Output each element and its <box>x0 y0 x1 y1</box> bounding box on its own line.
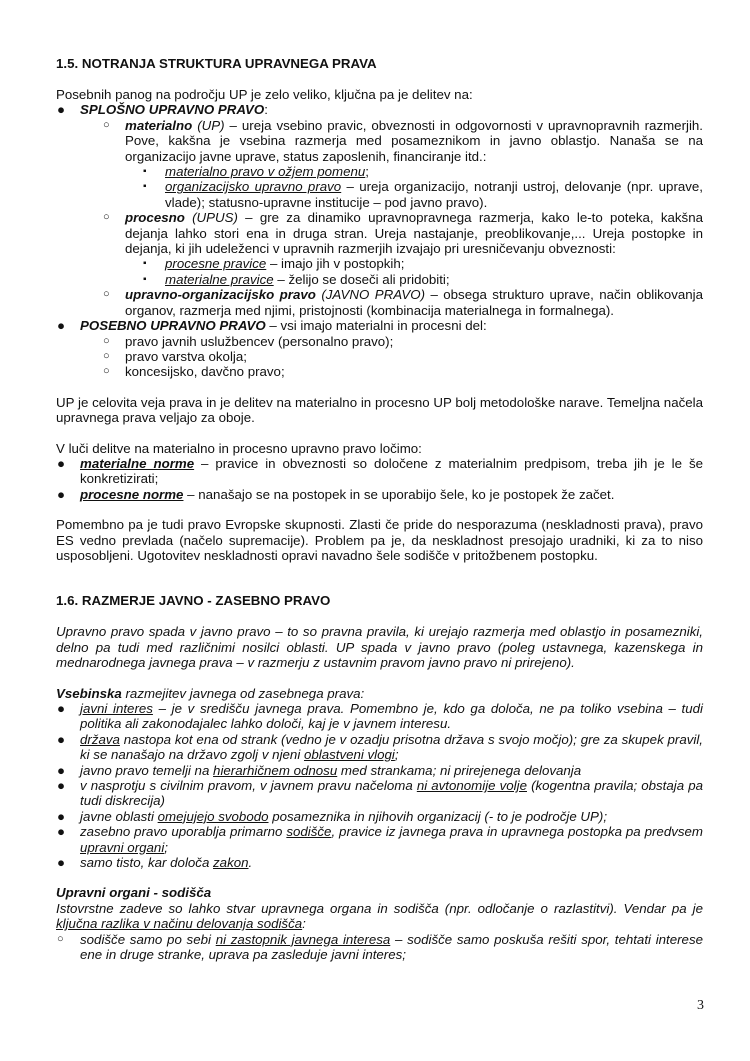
disc-bullet-icon: ● <box>57 318 66 334</box>
list-item: ● procesne norme – nanašajo se na postopek in se uporabijo šele, ko je postopek že začet. <box>57 486 615 502</box>
underlined-term: oblastveni vlogi <box>303 747 395 763</box>
vsebinska-list <box>56 701 703 870</box>
organi-list <box>56 932 703 963</box>
underlined-term: ni zastopnik javnega interesa <box>215 931 391 947</box>
circle-bullet-icon: ○ <box>103 349 110 362</box>
text-run: samo tisto, kar določa <box>80 855 214 871</box>
text-run: posameznika in njihovih organizacij (- to je področje UP); <box>268 808 608 824</box>
text-run: . <box>248 855 253 871</box>
underlined-term: država <box>80 731 120 747</box>
disc-bullet-icon: ● <box>57 701 66 716</box>
list-item <box>56 932 703 963</box>
text-run: sodišče samo po sebi <box>80 931 216 947</box>
list-item <box>56 855 703 870</box>
intro-paragraph: Posebnih panog na področju UP je zelo veliko, ključna pa je delitev na: <box>56 87 473 102</box>
list-item <box>56 809 703 824</box>
section-heading-1-6: 1.6. RAZMERJE JAVNO - ZASEBNO PRAVO <box>56 593 331 609</box>
text-run: (kogentna pravila; obstaja pa tudi diskrecija) <box>80 778 703 809</box>
circle-bullet-icon: ○ <box>57 932 64 945</box>
text-run: – je v središču javnega prava. Pomembno je, kdo ga določa, ne pa toliko vsebina – tudi politika ali zakonodajalec lahko določi, kaj je v javnem interesu. <box>80 701 703 732</box>
organi-heading: Upravni organi - sodišča <box>56 885 212 901</box>
text-run: javno pravo temelji na <box>80 762 214 778</box>
page-number: 3 <box>697 998 704 1013</box>
paragraph-es: Pomembno pa je tudi pravo Evropske skupnosti. Zlasti če pride do nesporazuma (neskladnosti prava), pravo ES vedno prevlada (načelo supremacije). Problem pa je, da neskladnost presojajo uradniki, ki za to niso usposobljeni. Ugotovitev neskladnosti opravi navadno šele sodišče v pritožbenem postopku. <box>56 517 703 563</box>
norme-list <box>56 456 703 502</box>
list-item <box>56 763 703 778</box>
disc-bullet-icon: ● <box>57 102 66 118</box>
text-run: , pravice iz javnega prava in upravnega postopka pa predvsem <box>331 824 703 840</box>
disc-bullet-icon: ● <box>57 731 66 747</box>
square-bullet-icon: ▪ <box>143 166 147 178</box>
division-list <box>56 102 703 379</box>
list-item: ● materialne norme – pravice in obveznosti so določene z materialnim predpisom, treba jih je le še konkretizirati; <box>57 455 703 487</box>
list-item <box>56 732 703 763</box>
list-item: ▪ organizacijsko upravno pravo – ureja organizacijo, notranji ustroj, delovanje (npr. uprave, vlade); statusno-upravne institucije – pod javno pravo). <box>143 179 704 210</box>
paragraph-luci: V luči delitve na materialno in procesno upravno pravo ločimo: <box>56 440 422 456</box>
text-run: ; <box>164 839 168 855</box>
list-item: ▪ procesne pravice – imajo jih v postopkih; <box>143 256 405 272</box>
list-item <box>56 778 703 809</box>
list-item: ○ pravo javnih uslužbencev (personalno pravo); <box>103 333 394 349</box>
square-bullet-icon: ▪ <box>143 181 147 193</box>
circle-bullet-icon: ○ <box>103 365 110 378</box>
list-item-upravno-organizacijsko: ○ upravno-organizacijsko pravo (JAVNO PRAVO) – obsega strukturo uprave, način oblikovanja organov, razmerja med njimi, pristojnosti (kombinacija materialnega in formalnega). <box>103 287 703 318</box>
list-item-posebno: ● POSEBNO UPRAVNO PRAVO – vsi imajo materialni in procesni del: <box>57 318 487 334</box>
circle-bullet-icon: ○ <box>103 288 110 301</box>
list-item-splosno: ● SPLOŠNO UPRAVNO PRAVO: <box>57 102 268 118</box>
circle-bullet-icon: ○ <box>103 334 110 347</box>
organi-paragraph: Istovrstne zadeve so lahko stvar upravnega organa in sodišča (npr. odločanje o razlastitvi). Vendar pa je ključna razlika v načinu delovanja sodišča: <box>56 900 703 932</box>
circle-bullet-icon: ○ <box>103 118 110 131</box>
underlined-term: javni interes <box>80 701 153 716</box>
list-item: ▪ materialno pravo v ožjem pomenu; <box>143 164 369 180</box>
list-item: ○ pravo varstva okolja; <box>103 348 247 364</box>
list-item <box>56 701 703 732</box>
list-item-procesno: ○ procesno (UPUS) – gre za dinamiko upravnopravnega razmerja, kako le-to poteka, kakšna dejanja lahko stori ena in druga stran. Ureja nastajanje, preoblikovanje,... Ureja postopke in dejanja, ki jih udeleženci v upravnih razmerjih izvajajo pri uresničevanju obveznosti: <box>103 210 703 257</box>
underlined-term: ni avtonomije volje <box>416 778 527 794</box>
underlined-term: upravni organi <box>80 839 165 855</box>
list-item <box>56 824 703 855</box>
underlined-term: zakon <box>213 855 249 871</box>
square-bullet-icon: ▪ <box>143 258 147 270</box>
text-run: med strankama; ni prirejenega delovanja <box>337 762 582 778</box>
vsebinska-label: Vsebinska razmejitev javnega od zasebnega prava: <box>56 685 365 701</box>
disc-bullet-icon: ● <box>57 455 66 471</box>
square-bullet-icon: ▪ <box>143 273 147 285</box>
list-item-materialno: ○ materialno (UP) – ureja vsebino pravic, obveznosti in odgovornosti v upravnopravnih razmerjih. Pove, kakšna je vsebina razmerja med posameznikom in javno oblastjo. Nanaša se na organizacijo javne uprave, status zaposlenih, financiranje itd.: <box>103 117 703 164</box>
text-run: zasebno pravo uporablja primarno <box>80 824 287 840</box>
underlined-term: omejujejo svobodo <box>157 808 269 824</box>
text-run: ; <box>394 747 399 763</box>
underlined-term: sodišče <box>286 824 332 840</box>
disc-bullet-icon: ● <box>57 824 66 840</box>
paragraph-javno-pravo: Upravno pravo spada v javno pravo – to so pravna pravila, ki urejajo razmerja med oblastjo in posamezniki, delno pa tudi med različnimi nosilci oblasti. UP spada v javno pravo (poleg ustavnega, kazenskega in mednarodnega javnega prava – v razmerju z ustavnim pravom javno pravo ni prirejeno). <box>56 624 703 671</box>
list-item: ○ koncesijsko, davčno pravo; <box>103 364 285 380</box>
section-heading-1-5: 1.5. NOTRANJA STRUKTURA UPRAVNEGA PRAVA <box>56 56 377 71</box>
document-page <box>56 56 703 963</box>
text-run: – sodišče samo poskuša rešiti spor, tehtati interese ene in druge stranke, uprava pa zasleduje javni interes; <box>80 931 703 963</box>
paragraph-celovita: UP je celovita veja prava in je delitev na materialno in procesno UP bolj metodološke narave. Temeljna načela upravnega prava veljajo za oboje. <box>56 394 703 426</box>
text-run: javne oblasti <box>80 808 158 824</box>
underlined-term: hierarhičnem odnosu <box>213 762 338 778</box>
text-run: nastopa kot ena od strank (vedno je v ozadju prisotna država s svojo močjo); gre za skupek pravil, ki se nanašajo na državo zgolj v njeni <box>80 731 703 763</box>
disc-bullet-icon: ● <box>57 778 66 794</box>
disc-bullet-icon: ● <box>57 486 66 502</box>
disc-bullet-icon: ● <box>57 855 66 871</box>
disc-bullet-icon: ● <box>57 762 66 778</box>
circle-bullet-icon: ○ <box>103 211 110 224</box>
disc-bullet-icon: ● <box>57 808 66 824</box>
list-item: ▪ materialne pravice – želijo se doseči ali pridobiti; <box>143 271 450 287</box>
text-run: v nasprotju s civilnim pravom, v javnem pravu načeloma <box>80 778 417 794</box>
